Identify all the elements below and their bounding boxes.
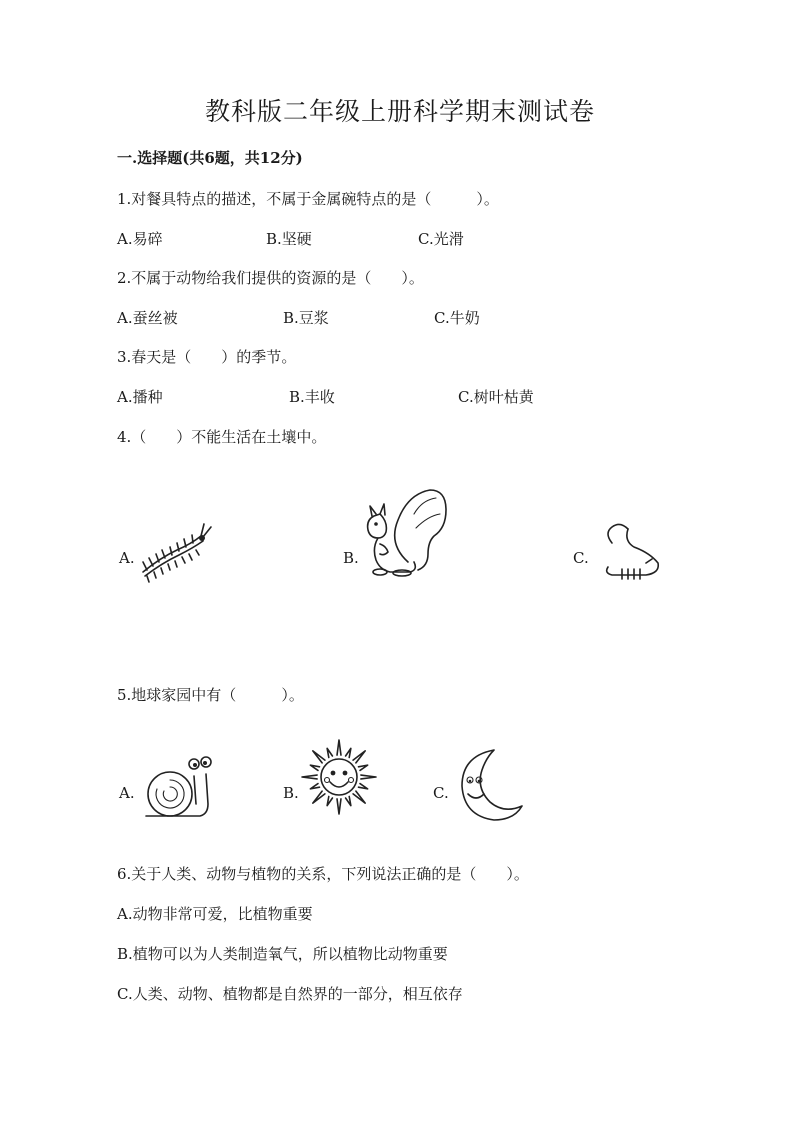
- sun-ray: [346, 796, 351, 805]
- question-5-stem: 5.地球家园中有（ ）。: [117, 686, 304, 704]
- question-4-option-c[interactable]: C.: [573, 549, 589, 567]
- question-4-option-a[interactable]: A.: [119, 549, 135, 567]
- question-1-option-a[interactable]: A.易碎: [117, 230, 163, 248]
- moon-icon: [448, 744, 526, 826]
- sun-ray: [358, 784, 367, 789]
- question-3-option-a[interactable]: A.播种: [117, 388, 163, 406]
- question-6-stem: 6.关于人类、动物与植物的关系，下列说法正确的是（ ）。: [117, 865, 529, 883]
- page-title: 教科版二年级上册科学期末测试卷: [204, 97, 595, 126]
- sun-ray: [313, 751, 325, 763]
- sun-ray: [353, 751, 365, 763]
- sun-ray: [327, 748, 332, 757]
- question-2-option-b[interactable]: B.豆浆: [283, 309, 329, 327]
- question-1-option-b[interactable]: B.坚硬: [266, 230, 312, 248]
- question-3-option-b[interactable]: B.丰收: [289, 388, 335, 406]
- question-4-stem: 4.（ ）不能生活在土壤中。: [117, 428, 327, 446]
- sun-ray: [313, 791, 325, 803]
- question-1-option-c[interactable]: C.光滑: [418, 230, 464, 248]
- sun-ray: [310, 784, 319, 789]
- centipede-icon: [135, 516, 215, 582]
- question-5-option-c[interactable]: C.: [433, 784, 449, 802]
- snail-icon: [138, 750, 218, 822]
- sun-icon: [300, 738, 378, 816]
- sun-ray: [337, 799, 341, 814]
- question-2-option-a[interactable]: A.蚕丝被: [117, 309, 178, 327]
- sun-ray: [358, 765, 367, 770]
- question-5-option-b[interactable]: B.: [283, 784, 299, 802]
- squirrel-icon: [358, 484, 450, 578]
- question-5-option-a[interactable]: A.: [119, 784, 135, 802]
- sun-ray: [337, 740, 341, 755]
- sun-ray: [310, 765, 319, 770]
- sun-ray: [353, 791, 365, 803]
- question-6-option-c[interactable]: C.人类、动物、植物都是自然界的一部分，相互依存: [117, 985, 463, 1003]
- sun-ray: [302, 775, 317, 779]
- section-heading: 一.选择题(共6题，共12分): [117, 149, 303, 167]
- question-2-option-c[interactable]: C.牛奶: [434, 309, 480, 327]
- question-1-stem: 1.对餐具特点的描述，不属于金属碗特点的是（ ）。: [117, 190, 499, 208]
- question-2-stem: 2.不属于动物给我们提供的资源的是（ ）。: [117, 269, 424, 287]
- sun-ray: [346, 748, 351, 757]
- sun-ray: [361, 775, 376, 779]
- earthworm-icon: [598, 519, 668, 581]
- question-4-option-b[interactable]: B.: [343, 549, 359, 567]
- question-6-option-b[interactable]: B.植物可以为人类制造氧气，所以植物比动物重要: [117, 945, 448, 963]
- question-3-option-c[interactable]: C.树叶枯黄: [458, 388, 534, 406]
- question-3-stem: 3.春天是（ ）的季节。: [117, 348, 297, 366]
- question-6-option-a[interactable]: A.动物非常可爱，比植物重要: [117, 905, 313, 923]
- sun-ray: [327, 796, 332, 805]
